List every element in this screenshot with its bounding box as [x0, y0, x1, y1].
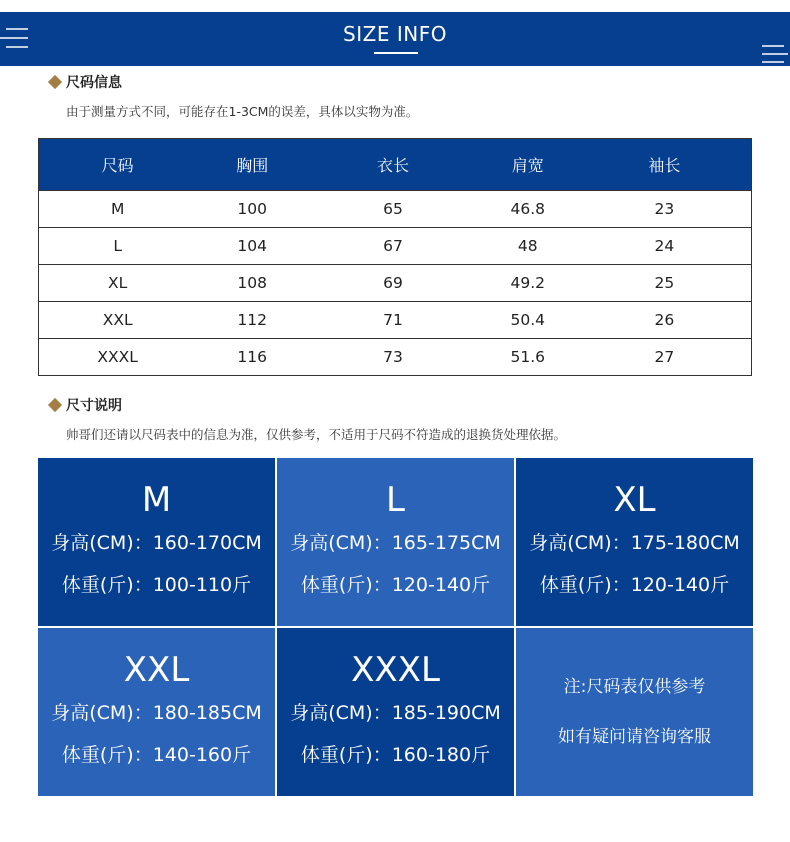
table-row [39, 191, 752, 228]
table-cell: 50.4 [478, 302, 578, 339]
table-cell: 108 [196, 265, 308, 302]
card-weight: 体重(斤)：100-110斤 [61, 574, 252, 596]
card-size: XXXL [351, 650, 440, 690]
table-cell: 49.2 [478, 265, 578, 302]
section-heading-label: 尺寸说明 [66, 398, 122, 414]
table-cell: 67 [308, 228, 478, 265]
section-heading-guide [50, 395, 122, 415]
column-header: 衣长 [308, 139, 478, 191]
size-guide-grid [38, 458, 753, 796]
table-cell: 23 [578, 191, 752, 228]
section-heading-label: 尺码信息 [66, 75, 122, 91]
guide-note: 帅哥们还请以尺码表中的信息为准，仅供参考，不适用于尺码不符造成的退换货处理依据。 [66, 427, 567, 442]
table-row [39, 302, 752, 339]
card-height: 身高(CM)：185-190CM [290, 702, 501, 724]
table-cell: 116 [196, 339, 308, 376]
table-cell: 71 [308, 302, 478, 339]
section-heading-size [50, 72, 122, 92]
table-cell: 51.6 [478, 339, 578, 376]
table-cell: 65 [308, 191, 478, 228]
table-cell: XXXL [39, 339, 197, 376]
title-underline [374, 52, 418, 54]
card-size: M [141, 480, 172, 520]
table-cell: 73 [308, 339, 478, 376]
table-cell: 104 [196, 228, 308, 265]
card-height: 身高(CM)：160-170CM [51, 532, 262, 554]
card-weight: 体重(斤)：120-140斤 [300, 574, 491, 596]
card-size: XL [613, 480, 656, 520]
header-banner [0, 12, 790, 66]
column-header: 肩宽 [478, 139, 578, 191]
footnote-line: 注:尺码表仅供参考 [563, 677, 706, 697]
card-weight: 体重(斤)：140-160斤 [61, 744, 252, 766]
table-cell: 46.8 [478, 191, 578, 228]
size-card-m [38, 458, 275, 626]
table-cell: 25 [578, 265, 752, 302]
size-table [38, 138, 752, 376]
size-note: 由于测量方式不同，可能存在1-3CM的误差，具体以实物为准。 [66, 104, 419, 119]
column-header: 尺码 [39, 139, 197, 191]
table-cell: 24 [578, 228, 752, 265]
table-cell: L [39, 228, 197, 265]
stripes-decoration-icon [762, 42, 788, 68]
card-height: 身高(CM)：165-175CM [290, 532, 501, 554]
table-row [39, 265, 752, 302]
footnote-line: 如有疑问请咨询客服 [558, 727, 711, 747]
table-row [39, 339, 752, 376]
table-cell: M [39, 191, 197, 228]
card-weight: 体重(斤)：160-180斤 [300, 744, 491, 766]
table-cell: 26 [578, 302, 752, 339]
table-cell: 100 [196, 191, 308, 228]
size-card-l [277, 458, 514, 626]
table-cell: 69 [308, 265, 478, 302]
diamond-icon [48, 75, 62, 89]
card-height: 身高(CM)：180-185CM [51, 702, 262, 724]
card-size: L [386, 480, 405, 520]
footnote-card [516, 628, 753, 796]
table-cell: XL [39, 265, 197, 302]
column-header: 胸围 [196, 139, 308, 191]
table-cell: 112 [196, 302, 308, 339]
diamond-icon [48, 398, 62, 412]
page-title: SIZE INFO [343, 22, 447, 46]
card-size: XXL [123, 650, 190, 690]
card-weight: 体重(斤)：120-140斤 [539, 574, 730, 596]
size-card-xxl [38, 628, 275, 796]
table-cell: 27 [578, 339, 752, 376]
table-cell: XXL [39, 302, 197, 339]
table-header-row [39, 139, 752, 191]
size-card-xl [516, 458, 753, 626]
column-header: 袖长 [578, 139, 752, 191]
size-card-xxxl [277, 628, 514, 796]
table-row [39, 228, 752, 265]
card-height: 身高(CM)：175-180CM [529, 532, 740, 554]
table-cell: 48 [478, 228, 578, 265]
